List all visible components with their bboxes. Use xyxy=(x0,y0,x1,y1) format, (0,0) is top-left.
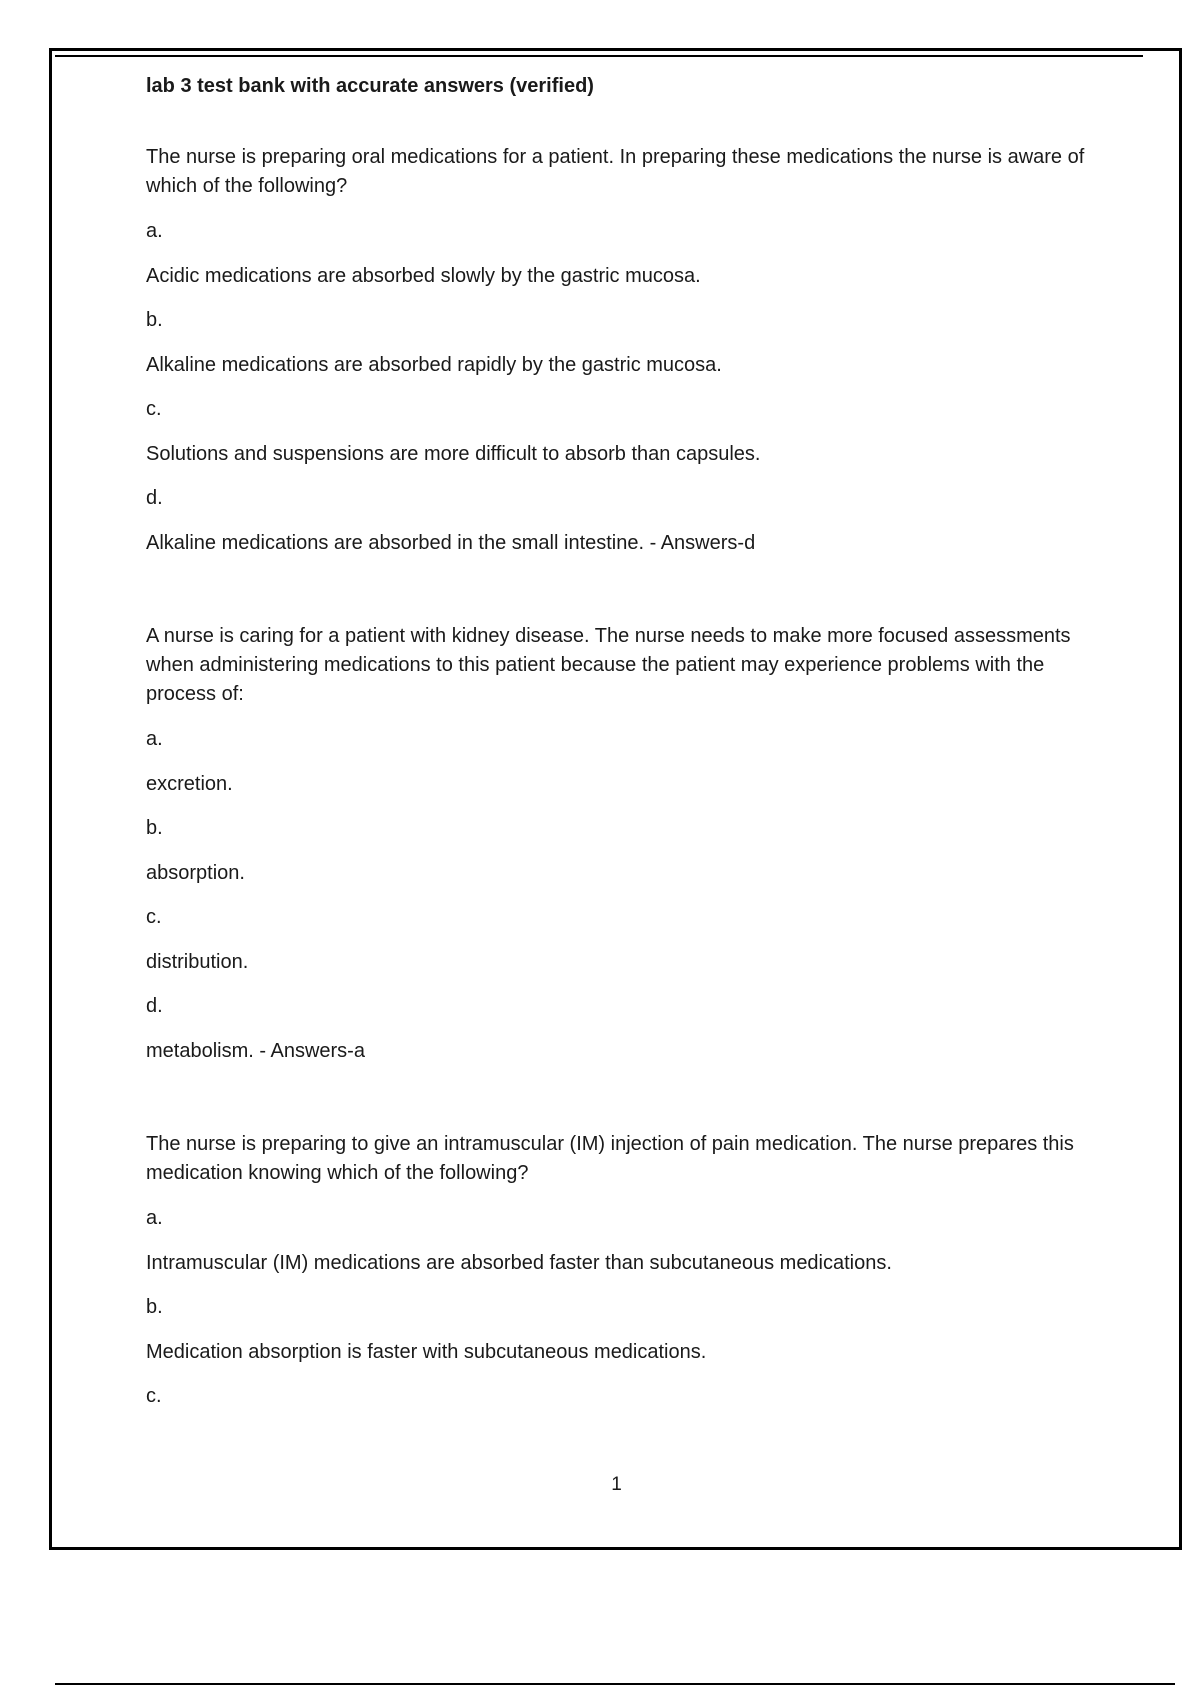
option-letter: b. xyxy=(146,309,163,331)
option-letter: d. xyxy=(146,995,163,1017)
option-letter: d. xyxy=(146,487,163,509)
option-text: Medication absorption is faster with subcutaneous medications. xyxy=(146,1341,707,1363)
question-text: The nurse is preparing oral medications for a patient. In preparing these medications the nurse is aware of which of the following? xyxy=(146,146,1085,197)
option-text: excretion. xyxy=(146,773,233,795)
question-2 xyxy=(146,622,1086,1065)
option-text: Acidic medications are absorbed slowly by the gastric mucosa. xyxy=(146,265,701,287)
option-text: Intramuscular (IM) medications are absorbed faster than subcutaneous medications. xyxy=(146,1252,892,1274)
question-1 xyxy=(146,143,1086,557)
question-3 xyxy=(146,1130,1086,1410)
option-letter: c. xyxy=(146,1385,162,1407)
document-body xyxy=(146,70,1086,1410)
question-text: A nurse is caring for a patient with kidney disease. The nurse needs to make more focused assessments when administering medications to this patient because the patient may experience problems with the process of: xyxy=(146,625,1071,705)
spacer xyxy=(146,1065,1086,1101)
spacer xyxy=(146,557,1086,593)
option-text: Solutions and suspensions are more difficult to absorb than capsules. xyxy=(146,443,761,465)
option-text: distribution. xyxy=(146,951,249,973)
option-letter: a. xyxy=(146,1207,163,1229)
option-text: metabolism. - Answers-a xyxy=(146,1040,365,1062)
question-text: The nurse is preparing to give an intramuscular (IM) injection of pain medication. The nurse prepares this medication knowing which of the following? xyxy=(146,1133,1074,1184)
option-letter: a. xyxy=(146,220,163,242)
option-letter: c. xyxy=(146,398,162,420)
option-letter: b. xyxy=(146,817,163,839)
next-page-rule xyxy=(55,1683,1175,1685)
document-title: lab 3 test bank with accurate answers (verified) xyxy=(146,75,594,97)
option-text: absorption. xyxy=(146,862,245,884)
option-letter: b. xyxy=(146,1296,163,1318)
page-number: 1 xyxy=(611,1474,622,1495)
header-rule xyxy=(55,55,1143,57)
option-letter: c. xyxy=(146,906,162,928)
option-letter: a. xyxy=(146,728,163,750)
option-text: Alkaline medications are absorbed rapidly by the gastric mucosa. xyxy=(146,354,722,376)
option-text: Alkaline medications are absorbed in the small intestine. - Answers-d xyxy=(146,532,756,554)
